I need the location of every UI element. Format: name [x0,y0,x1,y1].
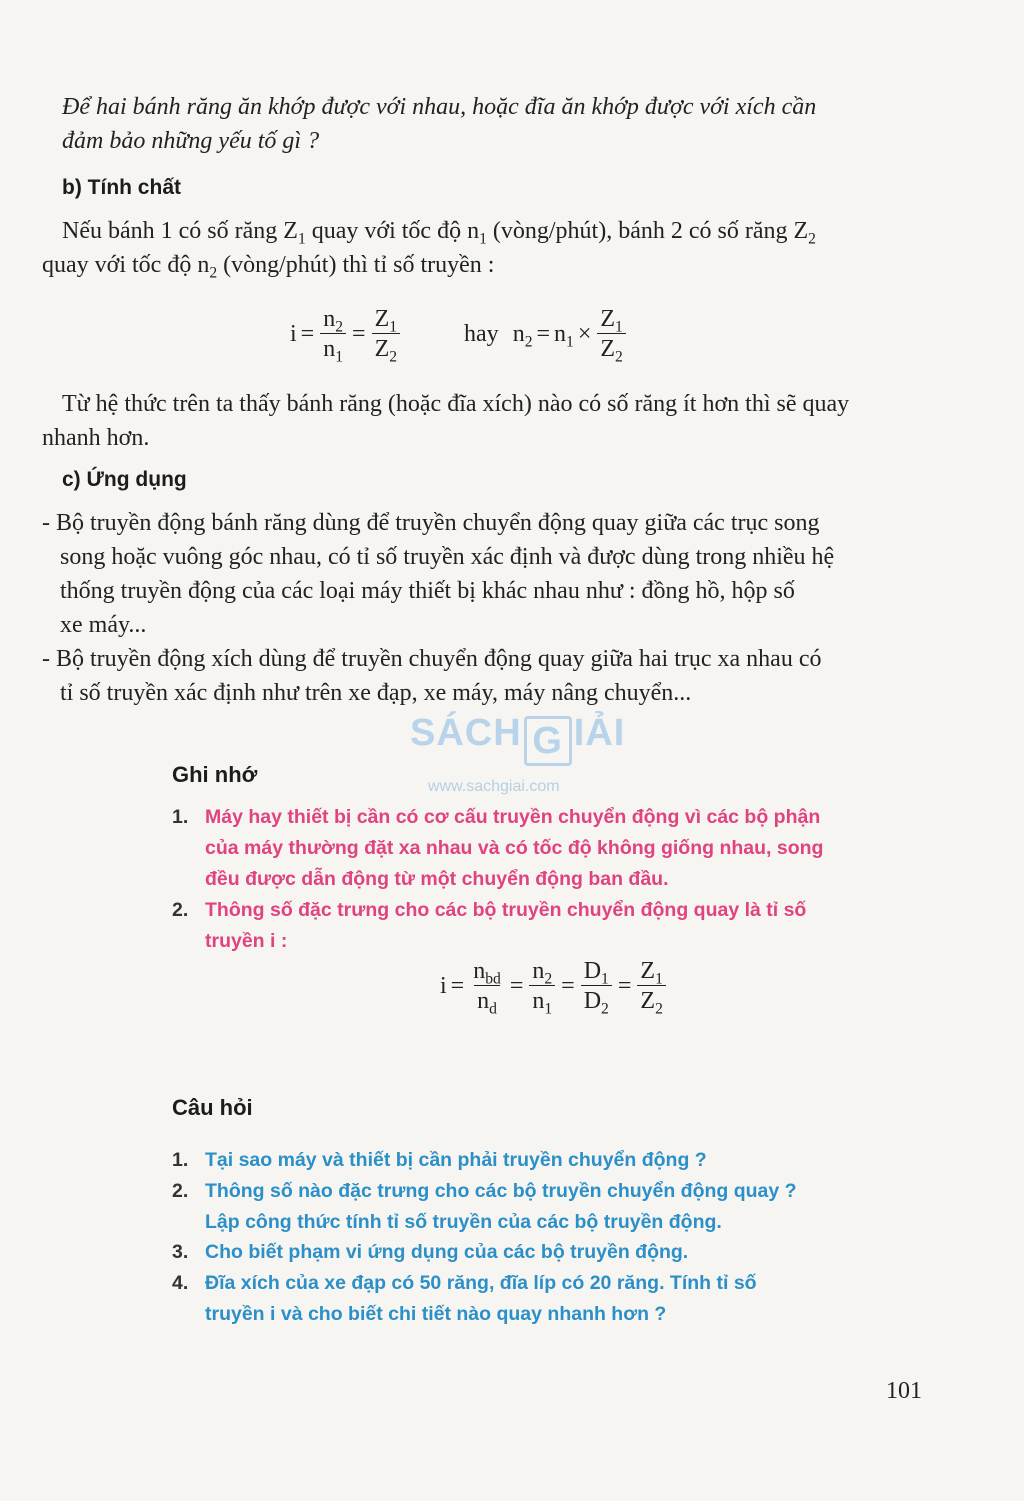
intro-question-line-1: Để hai bánh răng ăn khớp được với nhau, hoặc đĩa ăn khớp được với xích cần [62,94,817,120]
intro-question-line-2: đảm bảo những yếu tố gì ? [62,128,320,154]
section-b-title: b) Tính chất [62,176,181,199]
watermark-url: www.sachgiai.com [428,778,560,795]
ghi-nho-item-1-line-1: Máy hay thiết bị cần có cơ cấu truyền chuyển động vì các bộ phận [205,806,821,828]
watermark-logo: SÁCH G IẢI [410,712,625,766]
cau-hoi-item-2-line-1: Thông số nào đặc trưng cho các bộ truyền chuyển động quay ? [205,1180,797,1202]
section-c-item-1-line-2: song hoặc vuông góc nhau, có tỉ số truyền xác định và được dùng trong nhiều hệ [60,544,835,570]
fraction-z1-z2-b: $\frac{Z_1}{Z_2}$ [597,305,625,364]
cau-hoi-item-1: 1. Tại sao máy và thiết bị cần phải truyền chuyển động ? [172,1145,930,1176]
section-b-paragraph-1 [42,214,942,282]
section-c-item-1-line-3: thống truyền động của các loại máy thiết bị khác nhau như : đồng hồ, hộp số [60,578,795,604]
section-c-item-1-line-1: - Bộ truyền động bánh răng dùng để truyền chuyển động quay giữa các trục song [42,510,820,536]
fraction-d1-d2: $\frac{D_1}{D_2}$ [581,957,612,1016]
intro-question [62,90,942,158]
fraction-z1-z2: $\frac{Z_1}{Z_2}$ [372,305,400,364]
cau-hoi-item-2: 2. Thông số nào đặc trưng cho các bộ truyền chuyển động quay ? Lập công thức tính tỉ số truyền của các bộ truyền động. [172,1176,930,1238]
ghi-nho-item-2-line-2: truyền i : [205,930,288,952]
page-number: 101 [886,1378,922,1404]
section-b-paragraph-2 [42,387,942,455]
cau-hoi-item-4-line-1: Đĩa xích của xe đạp có 50 răng, đĩa líp có 20 răng. Tính tỉ số [205,1272,757,1294]
fraction-z1-z2-c: $\frac{Z_1}{Z_2}$ [637,957,665,1016]
ghi-nho-item-1-line-3: đều được dẫn động từ một chuyển động ban đầu. [205,868,669,890]
section-b-p2-line-2: nhanh hơn. [42,425,150,451]
section-c-item-1 [42,506,932,642]
cau-hoi-title: Câu hỏi [172,1095,253,1120]
ghi-nho-item-2-line-1: Thông số đặc trưng cho các bộ truyền chuyển động quay là tỉ số [205,899,807,921]
cau-hoi-item-4: 4. Đĩa xích của xe đạp có 50 răng, đĩa líp có 20 răng. Tính tỉ số truyền i và cho biết chi tiết nào quay nhanh hơn ? [172,1268,930,1330]
cau-hoi-item-3-line-1: Cho biết phạm vi ứng dụng của các bộ truyền động. [205,1241,689,1263]
cau-hoi-item-1-line-1: Tại sao máy và thiết bị cần phải truyền chuyển động ? [205,1149,707,1171]
cau-hoi-item-3: 3. Cho biết phạm vi ứng dụng của các bộ truyền động. [172,1237,930,1268]
ghi-nho-title: Ghi nhớ [172,762,258,787]
fraction-n2-n1: $\frac{n_2}{n_1}$ [320,305,346,364]
section-b-p1-line-1: Nếu bánh 1 có số răng $Z_1$ quay với tốc độ $n_1$ (vòng/phút), bánh 2 có số răng $Z_2$ [62,218,816,248]
ghi-nho-item-1: 1. Máy hay thiết bị cần có cơ cấu truyền chuyển động vì các bộ phận của máy thường đặt xa nhau và có tốc độ không giống nhau, song đều được dẫn động từ một chuyển động ban đầu. [172,802,930,895]
fraction-n2-n1-b: $\frac{n_2}{n_1}$ [529,957,555,1016]
cau-hoi-item-4-line-2: truyền i và cho biết chi tiết nào quay nhanh hơn ? [205,1303,667,1325]
gear-ratio-formula: i = $\frac{n_2}{n_1}$ = $\frac{Z_1}{Z_2}$ hay $n_2$ = $n_1$ × $\frac{Z_1}{Z_2}$ [290,305,628,364]
section-b-p1-line-2: quay với tốc độ $n_2$ (vòng/phút) thì tỉ số truyền : [42,252,495,282]
section-c-item-1-line-4: xe máy... [60,612,147,638]
section-c-item-2-line-2: tỉ số truyền xác định như trên xe đạp, xe máy, máy nâng chuyển... [60,680,692,706]
ghi-nho-item-1-line-2: của máy thường đặt xa nhau và có tốc độ không giống nhau, song [205,837,824,859]
section-c-title: c) Ứng dụng [62,468,187,491]
transmission-ratio-formula: i = $\frac{n_{bd}}{n_d}$ = $\frac{n_2}{n_1}$ = $\frac{D_1}{D_2}$ = $\frac{Z_1}{Z_2}$ [440,957,668,1016]
cau-hoi-item-2-line-2: Lập công thức tính tỉ số truyền của các bộ truyền động. [205,1211,722,1233]
ghi-nho-item-2: 2. Thông số đặc trưng cho các bộ truyền chuyển động quay là tỉ số truyền i : [172,895,930,957]
section-c-item-2-line-1: - Bộ truyền động xích dùng để truyền chuyển động quay giữa hai trục xa nhau có [42,646,822,672]
section-c-item-2 [42,642,932,710]
section-b-p2-line-1: Từ hệ thức trên ta thấy bánh răng (hoặc đĩa xích) nào có số răng ít hơn thì sẽ quay [62,391,850,417]
fraction-nbd-nd: $\frac{n_{bd}}{n_d}$ [473,958,501,1018]
